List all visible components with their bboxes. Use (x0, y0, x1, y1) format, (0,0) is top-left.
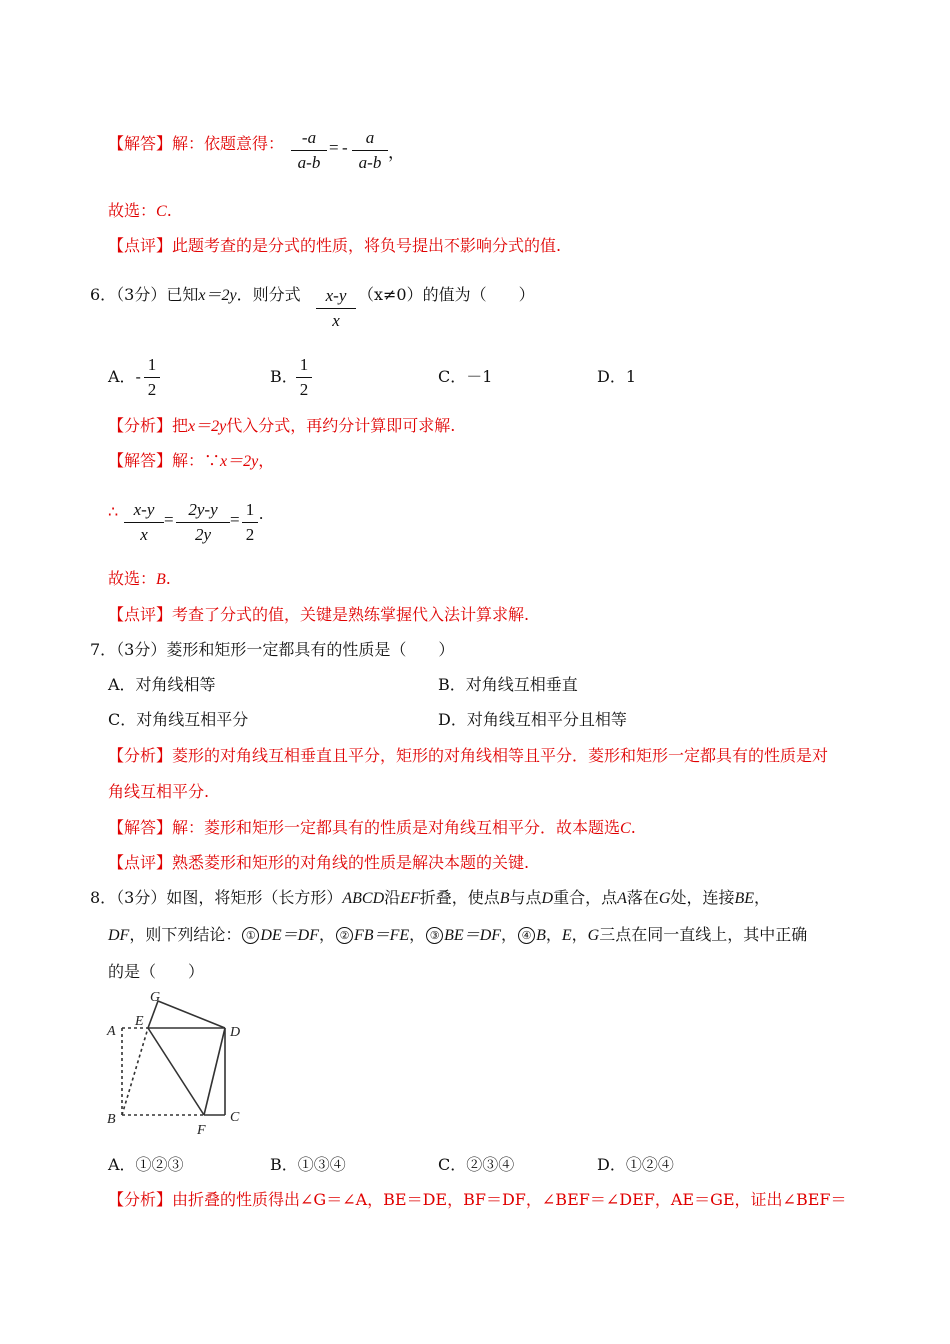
q6-option-b-fraction (296, 354, 312, 401)
denominator: x (140, 525, 148, 544)
label-d: D (230, 1025, 241, 1040)
q6-stem-fraction (316, 285, 356, 332)
answer-text: 解：菱形和矩形一定都具有的性质是对角线互相平分．故本题选 (172, 818, 621, 837)
numerator: 1 (299, 355, 309, 374)
label-a: A (107, 1024, 116, 1039)
q6-stem-line (90, 285, 301, 306)
line-fd (204, 1028, 225, 1115)
separator: ， (545, 925, 562, 944)
answer-text: 解：依题意得： (172, 134, 285, 153)
q6-answer-line (108, 451, 274, 472)
q7-option-a[interactable]: A．对角线相等 (108, 675, 216, 694)
label-c: C (230, 1110, 240, 1125)
line-gd (158, 1001, 225, 1028)
q6-option-d[interactable]: D．1 (597, 367, 637, 386)
q8-option-c[interactable]: C．②③④ (438, 1155, 515, 1174)
dashed-line-be (122, 1028, 148, 1115)
analysis-text: 把 (172, 416, 189, 435)
separator: ， (571, 925, 588, 944)
q6-option-c[interactable]: C．－1 (438, 367, 493, 386)
q5-answer-line (108, 134, 284, 154)
q7-option-b[interactable]: B．对角线互相垂直 (438, 675, 578, 694)
q5-comment-line (108, 236, 561, 256)
label-f: F (197, 1123, 206, 1138)
analysis-expr: x＝2y (188, 418, 227, 435)
numerator: x-y (133, 500, 155, 519)
comment-text: 熟悉菱形和矩形的对角线的性质是解决本题的关键. (172, 853, 530, 872)
comment-tag: 【点评】 (108, 853, 173, 872)
stem-text: ， (754, 888, 771, 907)
math-var: B (499, 890, 510, 907)
minus-sign: - (342, 138, 348, 157)
q5-fraction-left (291, 127, 327, 174)
denominator: x (332, 311, 340, 330)
answer-text: 解：∵ (172, 451, 221, 470)
option-label: B． (270, 367, 298, 386)
numerator: a (365, 128, 375, 147)
choice-value: C (156, 203, 167, 220)
denominator: 2y (194, 525, 212, 544)
q7-stem: 7．（3分）菱形和矩形一定都具有的性质是（ ） (90, 640, 455, 659)
q5-fraction-right (352, 127, 388, 174)
math-var: B (536, 927, 546, 944)
statement-1: DE＝DF (260, 927, 320, 944)
answer-expr: x＝2y (220, 453, 259, 470)
q8-stem-line1 (90, 888, 770, 909)
q6-stem-tail: （x≠0）的值为（ ） (358, 285, 535, 304)
stem-text: 与点 (509, 888, 542, 907)
q6-choice-line (108, 569, 171, 590)
q8-option-b[interactable]: B．①③④ (270, 1155, 346, 1174)
q8-stem-line3: 的是（ ） (108, 962, 205, 981)
period: . (259, 504, 264, 523)
circled-4: ④ (518, 927, 535, 944)
q7-option-c[interactable]: C．对角线互相平分 (108, 710, 249, 729)
math-var: G (658, 890, 671, 907)
math-var: G (587, 927, 600, 944)
math-var: A (617, 890, 627, 907)
calc-fraction-2 (176, 499, 230, 546)
q7-analysis-line2: 角线互相平分. (108, 782, 210, 801)
period: . (630, 818, 636, 837)
q6-option-a[interactable] (108, 367, 141, 387)
q8-analysis-line (108, 1190, 847, 1210)
choice-label: 故选： (108, 569, 157, 588)
q7-comment-line (108, 853, 529, 873)
comment-text: 此题考查的是分式的性质，将负号提出不影响分式的值. (172, 236, 562, 255)
statement-2: FB＝FE (354, 927, 410, 944)
denominator: 2 (299, 380, 309, 399)
answer-tag: 【解答】 (108, 134, 173, 153)
equals-sign: = (230, 510, 240, 529)
period: . (165, 569, 171, 588)
comment-tag: 【点评】 (108, 236, 173, 255)
q8-option-d[interactable]: D．①②④ (597, 1155, 674, 1174)
answer-text: ， (258, 451, 275, 470)
q7-answer-line (108, 818, 636, 839)
therefore-symbol: ∴ (108, 502, 119, 521)
numerator: 2y-y (188, 500, 218, 519)
statement-3: BE＝DF (444, 927, 502, 944)
q7-analysis-line1 (108, 746, 828, 766)
numerator: 1 (147, 355, 157, 374)
circled-2: ② (336, 927, 353, 944)
q6-comment-line (108, 605, 529, 625)
separator: ， (409, 925, 426, 944)
equals-sign: = (164, 510, 174, 529)
comment-tag: 【点评】 (108, 605, 173, 624)
separator: ， (319, 925, 336, 944)
q8-figure (100, 988, 260, 1138)
q8-stem-line2 (108, 925, 807, 946)
question-number: 6．（3分）已知 (90, 285, 199, 304)
stem-text: 折叠，使点 (419, 888, 500, 907)
denominator: 2 (245, 525, 255, 544)
math-var: BE (734, 890, 755, 907)
denominator: 2 (147, 380, 157, 399)
math-var: ABCD (342, 890, 385, 907)
stem-text: ，则下列结论： (129, 925, 242, 944)
stem-text: 落在 (626, 888, 659, 907)
q6-analysis-line (108, 416, 455, 437)
stem-text: 沿 (384, 888, 401, 907)
analysis-text: 代入分式，再约分计算即可求解. (226, 416, 456, 435)
stem-text: 三点在同一直线上，其中正确 (599, 925, 808, 944)
answer-tag: 【解答】 (108, 451, 173, 470)
choice-label: 故选： (108, 201, 157, 220)
circled-1: ① (242, 927, 259, 944)
choice-value: C (620, 820, 631, 837)
analysis-tag: 【分析】 (108, 1190, 173, 1209)
stem-text: 处，连接 (670, 888, 735, 907)
numerator: -a (301, 128, 317, 147)
line-ef (148, 1028, 204, 1115)
math-var: E (561, 927, 572, 944)
condition: x＝2y (198, 287, 237, 304)
numerator: 1 (245, 500, 255, 519)
comment-text: 考查了分式的值，关键是熟练掌握代入法计算求解. (172, 605, 530, 624)
math-var: EF (400, 890, 420, 907)
analysis-text: 由折叠的性质得出∠G＝∠A，BE＝DE，BF＝DF，∠BEF＝∠DEF，AE＝GE，证出∠BEF＝ (172, 1190, 847, 1209)
separator: ， (501, 925, 518, 944)
q6-option-a-fraction (144, 354, 160, 401)
denominator: a-b (358, 153, 382, 172)
analysis-tag: 【分析】 (108, 416, 173, 435)
equals-sign: = (329, 138, 339, 157)
circled-3: ③ (426, 927, 443, 944)
numerator: x-y (325, 286, 347, 305)
comma: ， (388, 143, 405, 162)
choice-value: B (156, 571, 166, 588)
period: . (166, 201, 172, 220)
calc-fraction-1 (124, 499, 164, 546)
calc-fraction-3 (242, 499, 258, 546)
q6-option-b[interactable] (270, 367, 298, 387)
stem-text: 重合，点 (553, 888, 618, 907)
denominator: a-b (297, 153, 321, 172)
q8-option-a[interactable]: A．①②③ (108, 1155, 184, 1174)
math-var: D (541, 890, 554, 907)
math-var: DF (108, 927, 130, 944)
analysis-tag: 【分析】 (108, 746, 173, 765)
label-b: B (107, 1112, 116, 1127)
label-e: E (135, 1014, 144, 1029)
analysis-text: 菱形的对角线互相垂直且平分，矩形的对角线相等且平分．菱形和矩形一定都具有的性质是对 (172, 746, 829, 765)
stem-text: 8．（3分）如图，将矩形（长方形） (90, 888, 343, 907)
line-eg (148, 1001, 158, 1028)
stem-text: ．则分式 (236, 285, 301, 304)
option-label: A．- (108, 367, 141, 386)
q7-option-d[interactable]: D．对角线互相平分且相等 (438, 710, 627, 729)
q5-choice-line (108, 201, 172, 222)
answer-tag: 【解答】 (108, 818, 173, 837)
label-g: G (150, 990, 161, 1005)
